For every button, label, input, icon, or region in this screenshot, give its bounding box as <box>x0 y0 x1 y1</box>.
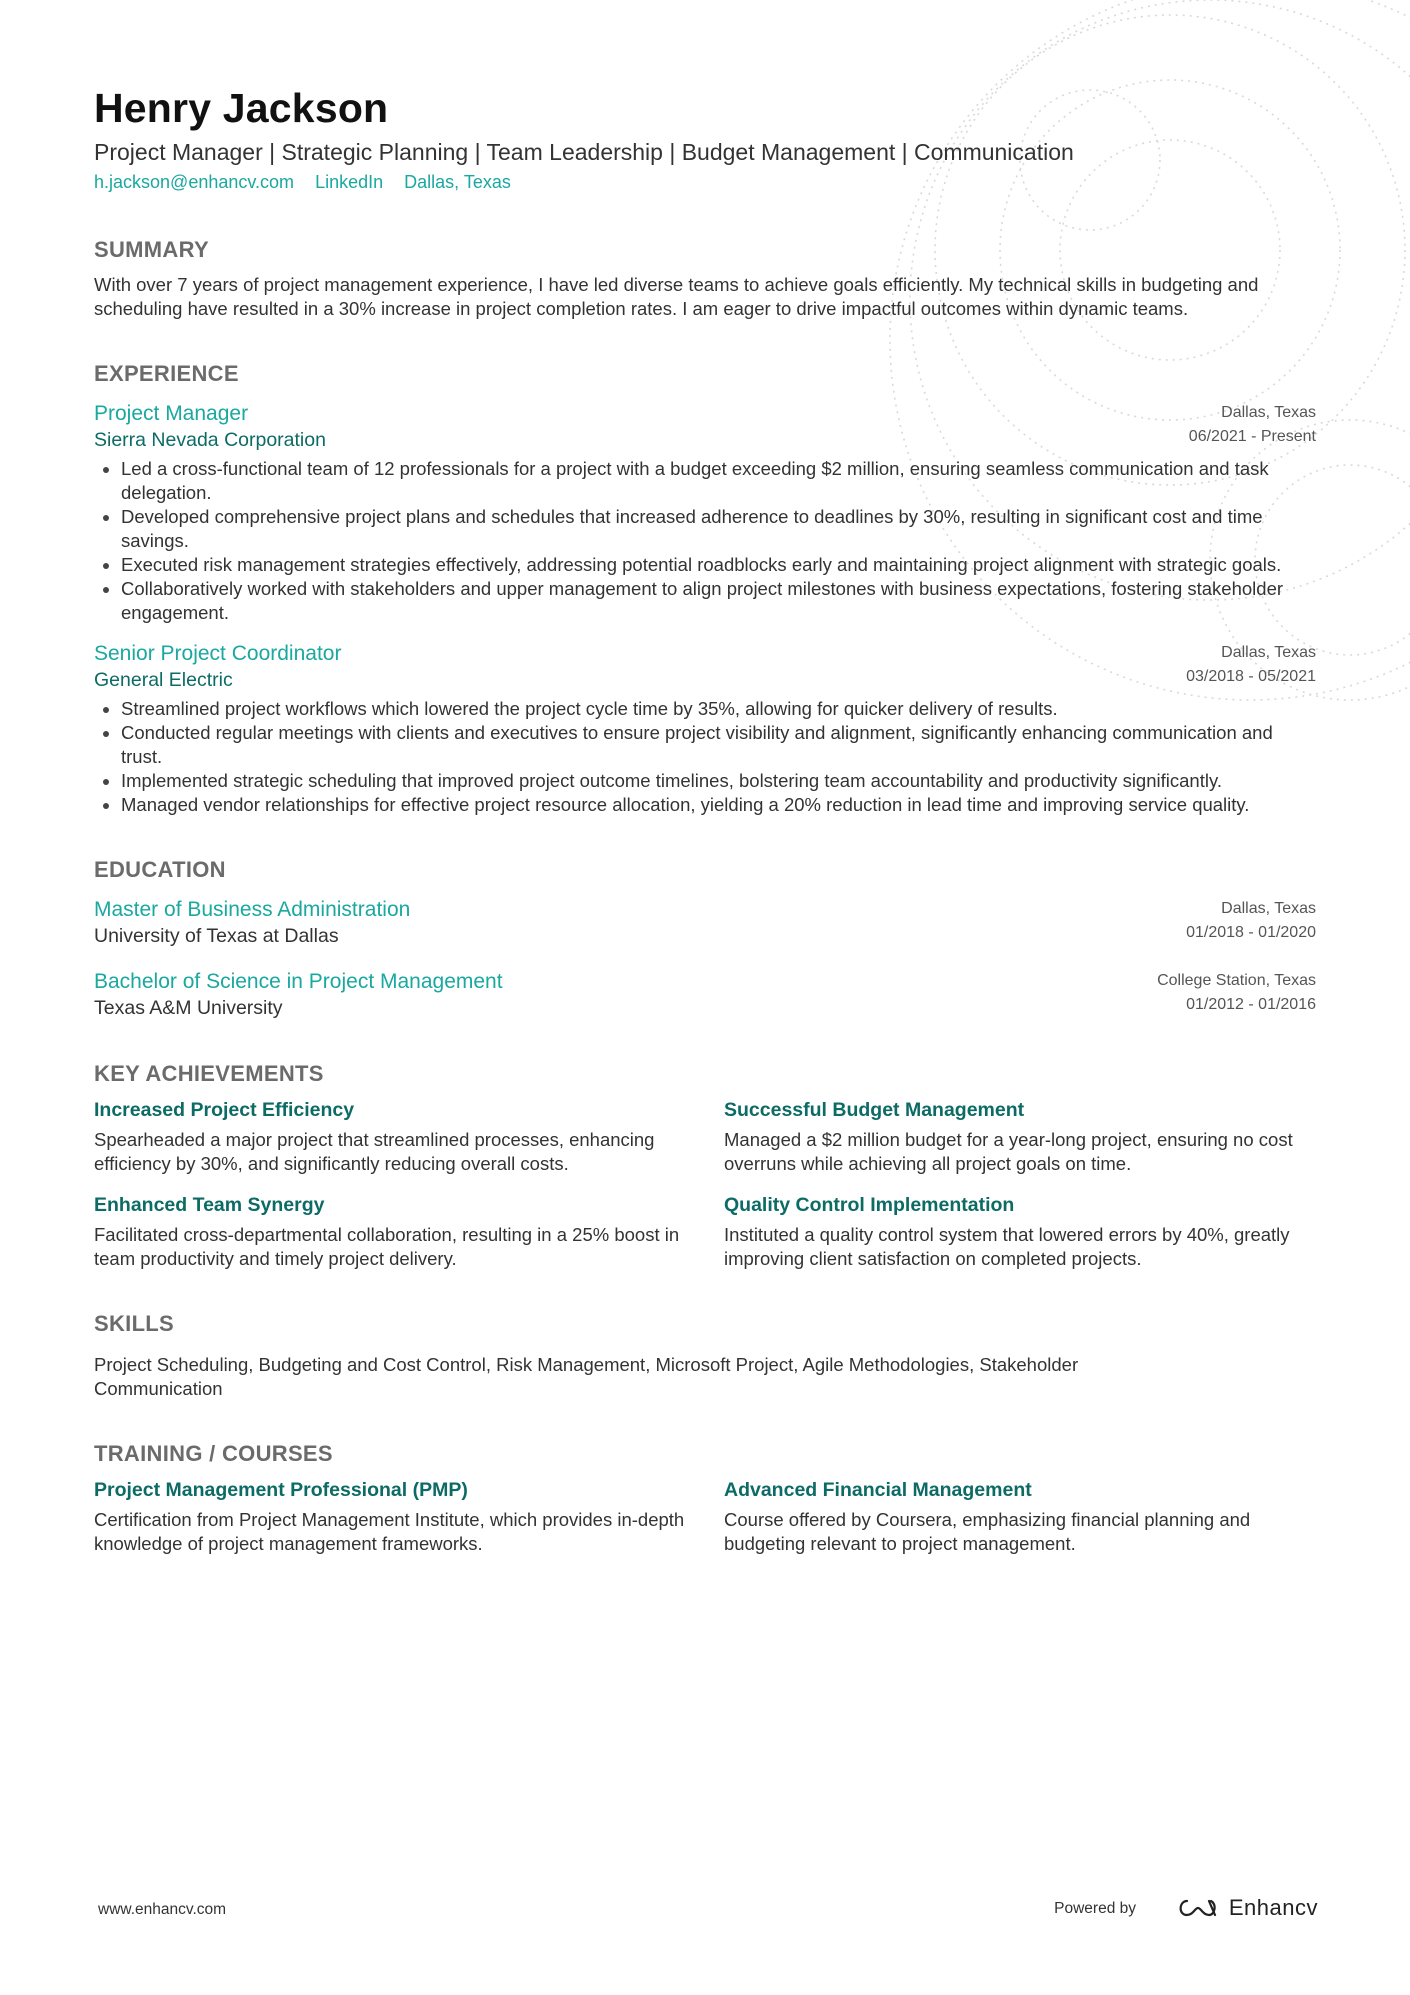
achievements-section <box>94 1061 1316 1271</box>
achievement-title: Enhanced Team Synergy <box>94 1194 325 1217</box>
powered-by-label: Powered by <box>1054 1900 1136 1917</box>
education-section <box>94 857 1316 1021</box>
achievement-item <box>724 1192 1316 1271</box>
achievements-heading: KEY ACHIEVEMENTS <box>94 1061 324 1087</box>
training-title: Project Management Professional (PMP) <box>94 1479 468 1502</box>
skills-section <box>94 1311 1316 1401</box>
bullet-item: Managed vendor relationships for effective project resource allocation, yielding a 20% reduction in lead time and improving service quality. <box>94 793 1316 817</box>
footer-site-link[interactable]: www.enhancv.com <box>98 1901 227 1918</box>
training-heading: TRAINING / COURSES <box>94 1441 333 1467</box>
achievement-item <box>94 1192 724 1271</box>
footer <box>98 1897 1318 1927</box>
linkedin-link[interactable]: LinkedIn <box>315 172 384 193</box>
skills-list: Project Scheduling, Budgeting and Cost Control, Risk Management, Microsoft Project, Agile Methodologies, Stakeholder Communication <box>94 1354 1079 1400</box>
company-name: Sierra Nevada Corporation <box>94 429 326 452</box>
achievement-item <box>724 1097 1316 1176</box>
degree-title: Master of Business Administration <box>94 898 411 922</box>
headline: Project Manager | Strategic Planning | Team Leadership | Budget Management | Communication <box>94 139 1074 166</box>
education-dates: 01/2018 - 01/2020 <box>1186 924 1316 942</box>
achievement-title: Increased Project Efficiency <box>94 1099 355 1122</box>
education-dates: 01/2012 - 01/2016 <box>1186 996 1316 1014</box>
achievement-desc: Spearheaded a major project that streamlined processes, enhancing efficiency by 30%, and significantly reducing overall costs. <box>94 1129 655 1175</box>
education-meta <box>1157 969 1316 1017</box>
achievement-desc: Instituted a quality control system that lowered errors by 40%, greatly improving client satisfaction on completed projects. <box>724 1224 1290 1270</box>
school-name: Texas A&M University <box>94 997 283 1020</box>
achievements-grid <box>94 1097 1316 1271</box>
achievement-desc: Managed a $2 million budget for a year-long project, ensuring no cost overruns while achieving all project goals on time. <box>724 1129 1293 1175</box>
job-dates: 03/2018 - 05/2021 <box>1186 668 1316 686</box>
bullet-item: Collaboratively worked with stakeholders and upper management to align project milestones with business expectations, fostering stakeholder engagement. <box>94 577 1316 625</box>
experience-entry <box>94 641 1316 817</box>
contact-row <box>94 172 1316 193</box>
training-desc: Certification from Project Management Institute, which provides in-depth knowledge of project management frameworks. <box>94 1509 685 1555</box>
summary-heading: SUMMARY <box>94 237 209 263</box>
job-dates: 06/2021 - Present <box>1188 428 1316 446</box>
education-location: Dallas, Texas <box>1221 900 1316 918</box>
experience-heading: EXPERIENCE <box>94 361 239 387</box>
degree-title: Bachelor of Science in Project Management <box>94 970 503 994</box>
school-name: University of Texas at Dallas <box>94 925 339 948</box>
job-location: Dallas, Texas <box>1221 404 1316 422</box>
job-bullets <box>94 697 1316 817</box>
experience-entry <box>94 401 1316 625</box>
education-entry <box>94 969 1316 1021</box>
training-title: Advanced Financial Management <box>724 1479 1032 1502</box>
training-grid <box>94 1477 1316 1556</box>
location-text: Dallas, Texas <box>404 172 511 193</box>
education-meta <box>1186 897 1316 945</box>
enhancv-logo-icon <box>1175 1896 1221 1920</box>
achievement-desc: Facilitated cross-departmental collaboration, resulting in a 25% boost in team productivity and timely project delivery. <box>94 1224 680 1270</box>
bullet-item: Led a cross-functional team of 12 professionals for a project with a budget exceeding $2 million, ensuring seamless communication and task delegation. <box>94 457 1316 505</box>
job-title: Senior Project Coordinator <box>94 642 342 666</box>
training-section <box>94 1441 1316 1556</box>
bullet-item: Implemented strategic scheduling that improved project outcome timelines, bolstering team accountability and productivity significantly. <box>94 769 1316 793</box>
enhancv-brand[interactable] <box>1175 1895 1318 1921</box>
candidate-name: Henry Jackson <box>94 85 389 131</box>
resume-header <box>94 86 1316 193</box>
achievement-title: Quality Control Implementation <box>724 1194 1015 1217</box>
bullet-item: Conducted regular meetings with clients and executives to ensure project visibility and alignment, significantly enhancing communication and trust. <box>94 721 1316 769</box>
company-name: General Electric <box>94 669 233 692</box>
education-location: College Station, Texas <box>1157 972 1316 990</box>
job-bullets <box>94 457 1316 625</box>
bullet-item: Streamlined project workflows which lowered the project cycle time by 35%, allowing for quicker delivery of results. <box>94 697 1316 721</box>
education-entry <box>94 897 1316 949</box>
education-heading: EDUCATION <box>94 857 226 883</box>
bullet-item: Developed comprehensive project plans and schedules that increased adherence to deadlines by 30%, resulting in significant cost and time savings. <box>94 505 1316 553</box>
training-item <box>94 1477 724 1556</box>
achievement-item <box>94 1097 724 1176</box>
summary-text: With over 7 years of project management experience, I have led diverse teams to achieve goals efficiently. My technical skills in budgeting and scheduling have resulted in a 30% increase in project completion rates. I am eager to drive impactful outcomes within dynamic teams. <box>94 274 1259 320</box>
bullet-item: Executed risk management strategies effectively, addressing potential roadblocks early and maintaining project alignment with strategic goals. <box>94 553 1316 577</box>
skills-heading: SKILLS <box>94 1311 175 1337</box>
resume-content <box>94 86 1316 1556</box>
job-title: Project Manager <box>94 402 249 426</box>
achievement-title: Successful Budget Management <box>724 1099 1025 1122</box>
training-item <box>724 1477 1316 1556</box>
job-location: Dallas, Texas <box>1221 644 1316 662</box>
job-meta <box>1189 401 1316 449</box>
experience-section <box>94 361 1316 817</box>
email-link[interactable]: h.jackson@enhancv.com <box>94 172 295 193</box>
job-meta <box>1186 641 1316 689</box>
training-desc: Course offered by Coursera, emphasizing financial planning and budgeting relevant to project management. <box>724 1509 1251 1555</box>
brand-name: Enhancv <box>1228 1895 1318 1920</box>
summary-section <box>94 237 1316 321</box>
